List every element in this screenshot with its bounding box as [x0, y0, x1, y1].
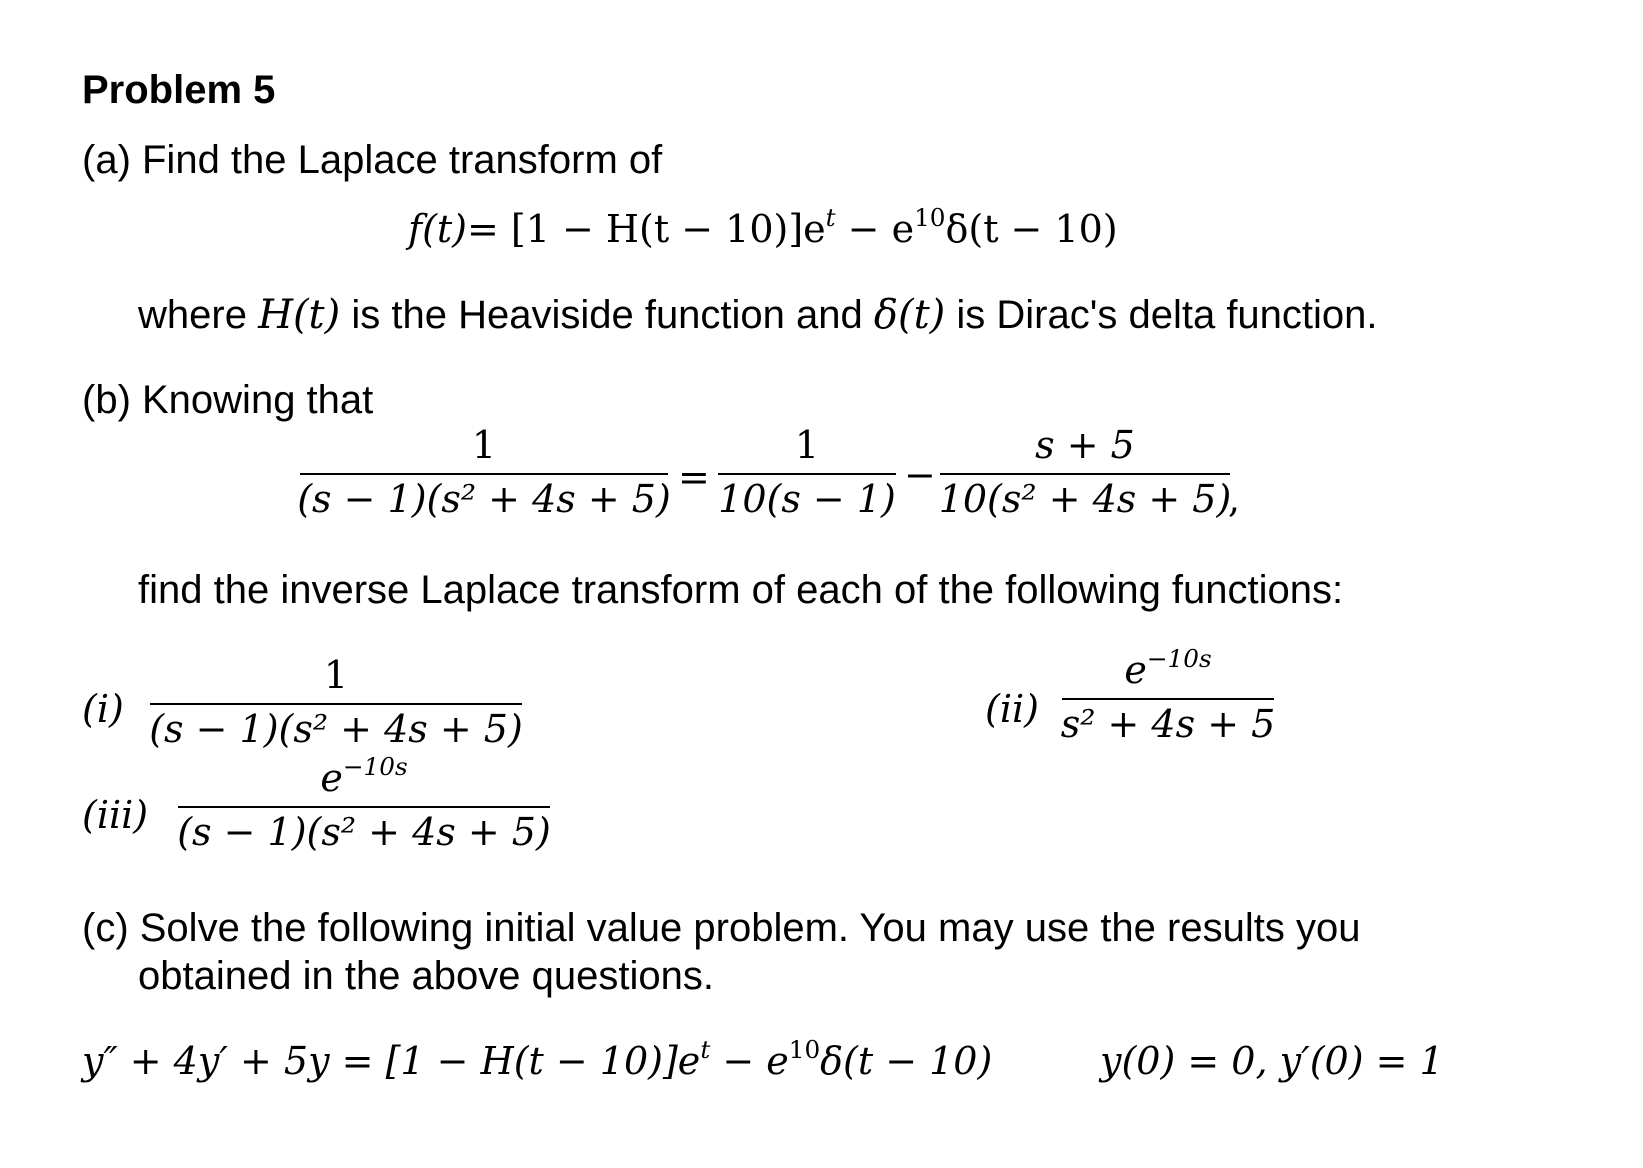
part-a-label: (a) Find the Laplace transform of — [82, 138, 663, 182]
item-iii-fraction — [177, 751, 551, 854]
initial-conditions: y(0) = 0, y′(0) = 1 — [1100, 1039, 1444, 1083]
fraction-denominator: (s − 1)(s² + 4s + 5) — [297, 476, 671, 521]
fraction-numerator: 1 — [471, 423, 497, 467]
identity-fraction-1 — [297, 423, 671, 521]
problem-title: Problem 5 — [82, 68, 276, 112]
equation-mid: − e — [835, 207, 915, 251]
where-post: is Dirac's delta function. — [945, 293, 1378, 337]
part-a-equation — [408, 202, 1118, 251]
item-ii-fraction — [1060, 643, 1276, 746]
part-b-instruction: find the inverse Laplace transform of each of the following functions: — [138, 568, 1344, 612]
equation-exp1: t — [825, 202, 836, 232]
ode-pre: y″ + 4y′ + 5y = [1 − H(t − 10)]e — [82, 1039, 701, 1083]
where-mid: is the Heaviside function and — [340, 293, 874, 337]
heaviside-symbol: H(t) — [258, 292, 341, 338]
fraction-numerator: 1 — [323, 653, 349, 697]
item-ii-label: (ii) — [985, 687, 1039, 731]
identity-minus: − — [904, 453, 936, 497]
equation-rhs-pre: = [1 − H(t − 10)]e — [467, 207, 826, 251]
identity-fraction-2 — [718, 425, 896, 521]
exp-base: e — [1124, 648, 1147, 692]
fraction-denominator: s² + 4s + 5 — [1060, 701, 1276, 746]
ode-exp1: t — [700, 1034, 711, 1064]
item-iii-label: (iii) — [82, 793, 149, 837]
ode-mid: − e — [710, 1039, 789, 1083]
equation-exp2: 10 — [914, 202, 946, 232]
fraction-denominator: 10(s − 1) — [718, 476, 896, 521]
identity-trailing-comma: , — [1228, 477, 1241, 521]
equation-rhs-post: δ(t − 10) — [945, 207, 1118, 251]
fraction-denominator: 10(s² + 4s + 5) — [938, 476, 1232, 521]
ode-exp2: 10 — [788, 1034, 821, 1064]
identity-fraction-3 — [940, 425, 1230, 521]
fraction-numerator: 1 — [794, 423, 820, 467]
fraction-numerator — [1120, 643, 1215, 698]
fraction-numerator: s + 5 — [1035, 423, 1135, 467]
part-b-label: (b) Knowing that — [82, 378, 374, 422]
exp-power: −10s — [342, 751, 408, 781]
exp-base: e — [320, 756, 343, 800]
item-i-label: (i) — [82, 687, 124, 731]
part-c-line-2: obtained in the above questions. — [138, 954, 714, 998]
ode-equation — [82, 1034, 993, 1083]
where-pre: where — [138, 293, 259, 337]
identity-equals: = — [678, 455, 710, 499]
part-a-where-line — [138, 292, 1378, 338]
part-c-line-1: (c) Solve the following initial value problem. You may use the results you — [82, 906, 1361, 950]
equation-lhs: f(t) — [408, 207, 467, 251]
ode-post: δ(t − 10) — [820, 1039, 993, 1083]
delta-symbol: δ(t) — [873, 292, 946, 338]
fraction-denominator: (s − 1)(s² + 4s + 5) — [149, 706, 523, 751]
item-i-fraction — [150, 655, 522, 751]
fraction-denominator: (s − 1)(s² + 4s + 5) — [177, 809, 551, 854]
fraction-numerator — [316, 751, 411, 806]
exp-power: −10s — [1146, 643, 1212, 673]
